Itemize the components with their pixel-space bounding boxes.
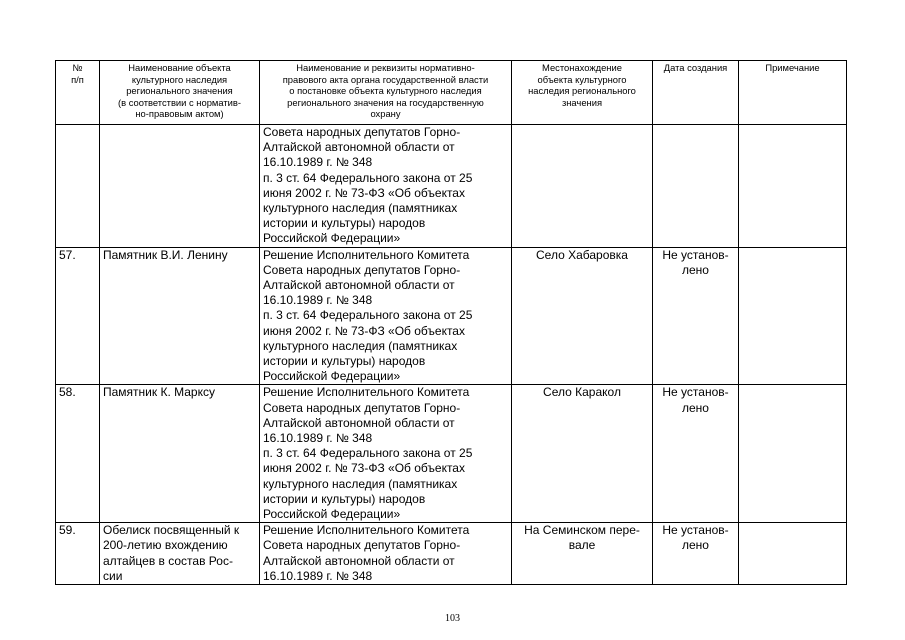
note-cell	[739, 125, 847, 248]
row-number: 59.	[56, 523, 100, 585]
header-row	[56, 61, 847, 125]
header-note	[739, 61, 847, 125]
text-line: объекта культурного	[537, 73, 627, 85]
text-line: июня 2002 г. № 73-ФЗ «Об объектах	[263, 185, 465, 200]
text-line: 16.10.1989 г. № 348	[263, 431, 373, 446]
text-line: Алтайской автономной области от	[263, 278, 455, 293]
text-line: июня 2002 г. № 73-ФЗ «Об объектах	[263, 323, 465, 338]
text-line: Село Каракол	[543, 385, 621, 400]
table-header	[56, 61, 847, 125]
text-line: правового акта органа государственной власти	[282, 73, 489, 85]
text-line: Местонахождение	[542, 62, 622, 73]
text-line: Решение Исполнительного Комитета	[263, 385, 470, 400]
text-line: (в соответствии с норматив-	[117, 96, 241, 108]
text-line: Совета народных депутатов Горно-	[263, 538, 461, 553]
table-body	[56, 125, 847, 585]
location-cell	[512, 523, 653, 585]
text-line: культурного наследия	[131, 73, 228, 85]
text-line: Совета народных депутатов Горно-	[263, 262, 461, 277]
text-line: лено	[682, 400, 709, 415]
text-line: культурного наследия (памятниках	[263, 201, 458, 216]
heritage-objects-table	[55, 60, 847, 585]
text-line: Примечание	[765, 62, 820, 73]
object-name-cell	[100, 125, 260, 248]
creation-date-cell	[653, 247, 739, 385]
header-location	[512, 61, 653, 125]
text-line: о постановке объекта культурного наследия	[289, 85, 482, 97]
text-line: Российской Федерации»	[263, 369, 401, 384]
object-name-cell	[100, 385, 260, 523]
text-line: На Семинском пере-	[524, 523, 640, 538]
text-line: п. 3 ст. 64 Федерального закона от 25	[263, 446, 473, 461]
location-cell	[512, 247, 653, 385]
text-line: Наименование и реквизиты нормативно-	[296, 62, 475, 73]
creation-date-cell	[653, 385, 739, 523]
text-line: Не установ-	[662, 385, 729, 400]
text-line: п. 3 ст. 64 Федерального закона от 25	[263, 308, 473, 323]
text-line: истории и культуры) народов	[263, 491, 426, 506]
text-line: наследия регионального	[528, 85, 636, 97]
text-line: п. 3 ст. 64 Федерального закона от 25	[263, 170, 473, 185]
text-line: 16.10.1989 г. № 348	[263, 293, 373, 308]
text-line: Российской Федерации»	[263, 231, 401, 246]
page-number: 103	[445, 613, 460, 624]
text-line: значения	[561, 96, 603, 108]
text-line: Решение Исполнительного Комитета	[263, 247, 470, 262]
note-cell	[739, 247, 847, 385]
text-line: Российской Федерации»	[263, 507, 401, 522]
text-line: 16.10.1989 г. № 348	[263, 568, 373, 583]
text-line: регионального значения	[126, 85, 233, 97]
text-line: сии	[103, 568, 123, 583]
legal-act-cell	[260, 385, 512, 523]
text-line: Решение Исполнительного Комитета	[263, 523, 470, 538]
text-line: Не установ-	[662, 247, 729, 262]
text-line: Алтайской автономной области от	[263, 553, 455, 568]
text-line: алтайцев в состав Рос-	[103, 553, 233, 568]
object-name-cell	[100, 523, 260, 585]
legal-act-cell	[260, 247, 512, 385]
text-line: культурного наследия (памятниках	[263, 476, 458, 491]
text-line: п/п	[71, 73, 84, 85]
table-row	[56, 523, 847, 585]
text-line: Алтайской автономной области от	[263, 140, 455, 155]
object-name-cell	[100, 247, 260, 385]
text-line: Памятник К. Марксу	[103, 385, 215, 400]
text-line: вале	[568, 538, 596, 553]
text-line: охрану	[370, 108, 401, 120]
row-number: 57.	[56, 247, 100, 385]
row-number: 58.	[56, 385, 100, 523]
text-line: июня 2002 г. № 73-ФЗ «Об объектах	[263, 461, 465, 476]
text-line: Село Хабаровка	[536, 247, 628, 262]
text-line: Обелиск посвященный к	[103, 523, 240, 538]
table-row	[56, 247, 847, 385]
text-line: 200-летию вхождению	[103, 538, 228, 553]
text-line: 16.10.1989 г. № 348	[263, 155, 373, 170]
note-cell	[739, 385, 847, 523]
header-num	[56, 61, 100, 125]
legal-act-cell	[260, 125, 512, 248]
creation-date-cell	[653, 125, 739, 248]
text-line: Памятник В.И. Ленину	[103, 247, 228, 262]
table-row	[56, 125, 847, 248]
header-object-name	[100, 61, 260, 125]
location-cell	[512, 125, 653, 248]
header-legal-act	[260, 61, 512, 125]
creation-date-cell	[653, 523, 739, 585]
text-line: истории и культуры) народов	[263, 216, 426, 231]
text-line: Не установ-	[662, 523, 729, 538]
header-creation-date	[653, 61, 739, 125]
row-number	[56, 125, 100, 248]
text-line: Алтайской автономной области от	[263, 415, 455, 430]
text-line: Дата создания	[663, 62, 728, 73]
text-line: регионального значения на государственную	[287, 96, 484, 108]
text-line: лено	[682, 538, 709, 553]
note-cell	[739, 523, 847, 585]
text-line: культурного наследия (памятниках	[263, 338, 458, 353]
text-line: Наименование объекта	[128, 62, 231, 73]
location-cell	[512, 385, 653, 523]
table-row	[56, 385, 847, 523]
text-line: Совета народных депутатов Горно-	[263, 400, 461, 415]
text-line: истории и культуры) народов	[263, 354, 426, 369]
text-line: №	[72, 62, 83, 73]
legal-act-cell	[260, 523, 512, 585]
text-line: Совета народных депутатов Горно-	[263, 125, 461, 139]
text-line: лено	[682, 262, 709, 277]
text-line: но-правовым актом)	[135, 108, 224, 120]
